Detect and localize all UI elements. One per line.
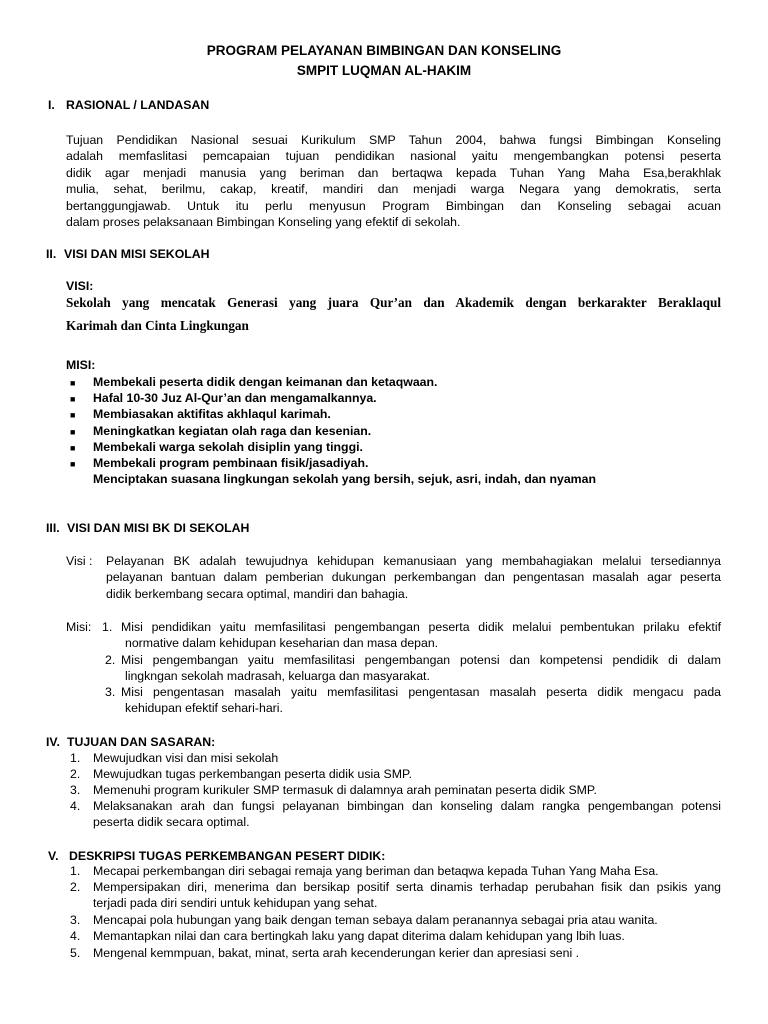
bk-visi-text [106,553,721,602]
section-3-heading: VISI DAN MISI BK DI SEKOLAH [67,521,250,535]
tugas-item: Mecapai perkembangan diri sebagai remaja yang beriman dan betaqwa kepada Tuhan Yang Maha Esa. [93,864,659,878]
section-5-heading: DESKRIPSI TUGAS PERKEMBANGAN PESERT DIDIK: [69,849,386,863]
tugas-item: Memantapkan nilai dan cara bertingkah laku yang dapat diterima dalam kehidupan yang lbih luas. [93,929,625,943]
misi-item: Meningkatkan kegiatan olah raga dan kesenian. [93,424,372,438]
square-bullet-icon: ■ [70,427,76,437]
square-bullet-icon: ■ [70,443,76,453]
visi-statement-line: Sekolah yang mencatak Generasi yang juara Qur’an dan Akademik dengan berkarakter Beraklaqul [66,295,721,310]
section-2-heading: VISI DAN MISI SEKOLAH [64,247,210,261]
tugas-item-continued: terjadi pada diri sendiri untuk kehidupan yang sehat. [93,896,378,910]
section-4-heading: TUJUAN DAN SASARAN: [67,735,216,749]
section-4-number: IV. [46,735,60,749]
section-2-number: II. [46,247,57,261]
list-number: 1. [102,620,113,634]
section-1-heading: RASIONAL / LANDASAN [66,98,210,112]
tujuan-item-continued: peserta didik secara optimal. [93,815,250,829]
visi-line: Pelayanan BK adalah tewujudnya kehidupan kemanusiaan yang membahagiakan melalui tersediannya [106,554,721,568]
misi-item: Membiasakan aktifitas akhlaqul karimah. [93,407,331,421]
list-number: 3. [105,685,116,699]
visi-line: pelayanan bantuan dalam pemberian dukungan perkembangan dan pengentasan masalah agar peserta [106,570,721,585]
square-bullet-icon: ■ [70,459,76,469]
list-number: 2. [70,880,81,894]
paragraph-line: didik agar menjadi manusia yang beriman dan bertaqwa kepada Tuhan Yang Maha Esa,berakhlak [66,165,721,180]
visi-line: didik berkembang secara optimal, mandiri dan bahagia. [106,586,409,601]
bk-misi-item-line: kehidupan efektif sehari-hari. [125,701,283,715]
paragraph-line: dalam proses pelaksanaan Bimbingan Konseling yang efektif di sekolah. [66,215,461,230]
misi-item: Membekali program pembinaan fisik/jasadiyah. [93,456,369,470]
list-number: 1. [70,864,81,878]
misi-item: Hafal 10-30 Juz Al-Qur’an dan mengamalkannya. [93,391,377,405]
tugas-item: Mempersipakan diri, menerima dan bersikap positif serta dinamis terhadap perubahan fisik dan psikis yang [93,880,721,894]
list-number: 5. [70,946,81,960]
list-number: 1. [70,751,81,765]
list-number: 3. [70,913,81,927]
list-number: 4. [70,799,81,813]
misi-item-extra: Menciptakan suasana lingkungan sekolah yang bersih, sejuk, asri, indah, dan nyaman [93,472,596,486]
tujuan-item: Mewujudkan tugas perkembangan peserta didik usia SMP. [93,767,412,781]
paragraph-line: adalah memfaslitasi pemcapaian tujuan pendidikan nasional yaitu mengembangkan potensi peserta [66,149,721,164]
bk-visi-label: Visi : [66,554,93,568]
visi-label: VISI: [66,279,94,293]
tujuan-item: Mewujudkan visi dan misi sekolah [93,751,279,765]
bk-misi-item-line: Misi pengembangan yaitu memfasilitasi pengembangan potensi dan kompetensi pendidik di dalam [121,653,721,667]
bk-misi-item-line: normative dalam kehidupan keseharian dan masa depan. [125,636,439,650]
school-name: SMPIT LUQMAN AL-HAKIM [296,63,472,78]
bk-misi-item-line: lingkngan sekolah madrasah, keluarga dan masyarakat. [125,669,430,683]
section-3-number: III. [46,521,60,535]
paragraph-line: Tujuan Pendidikan Nasional sesuai Kurikulum SMP Tahun 2004, bahwa fungsi Bimbingan Konseling [66,133,721,147]
square-bullet-icon: ■ [70,378,76,388]
section-1-number: I. [48,98,55,112]
square-bullet-icon: ■ [70,394,76,404]
paragraph-line: bertanggungjawab. Untuk itu perlu menyusun Program Bimbingan dan Konseling sebagai acuan [66,198,721,213]
section-5-number: V. [48,849,59,863]
tugas-item: Mengenal kemmpuan, bakat, minat, serta arah kecenderungan kerier dan apresiasi seni . [93,946,580,960]
list-number: 2. [105,653,116,667]
misi-label: MISI: [66,358,96,372]
document-title: PROGRAM PELAYANAN BIMBINGAN DAN KONSELING [206,43,562,58]
visi-statement-line: Karimah dan Cinta Lingkungan [66,318,249,333]
list-number: 3. [70,783,81,797]
list-number: 2. [70,767,81,781]
tujuan-item: Memenuhi program kurikuler SMP termasuk di dalamnya arah peminatan peserta didik SMP. [93,783,597,797]
tujuan-item: Melaksanakan arah dan fungsi pelayanan bimbingan dan konseling dalam rangka pengembangan potensi [93,799,721,813]
bk-misi-label: Misi: [66,620,92,634]
tugas-item: Mencapai pola hubungan yang baik dengan teman sebaya dalam peranannya sebagai pria atau wanita. [93,913,658,927]
misi-item: Membekali warga sekolah disiplin yang tinggi. [93,440,363,454]
bk-misi-item-line: Misi pengentasan masalah yaitu memfasilitasi pengentasan masalah peserta didik mengacu pada [121,685,721,699]
bk-misi-item-line: Misi pendidikan yaitu memfasilitasi pengembangan peserta didik melalui pembentukan prilaku efektif [121,620,721,634]
square-bullet-icon: ■ [70,410,76,420]
section-1-paragraph [66,132,721,230]
list-number: 4. [70,929,81,943]
misi-item: Membekali peserta didik dengan keimanan dan ketaqwaan. [93,375,438,389]
paragraph-line: mulia, sehat, berilmu, cakap, kreatif, mandiri dan menjadi warga Negara yang demokratis, serta [66,182,721,197]
